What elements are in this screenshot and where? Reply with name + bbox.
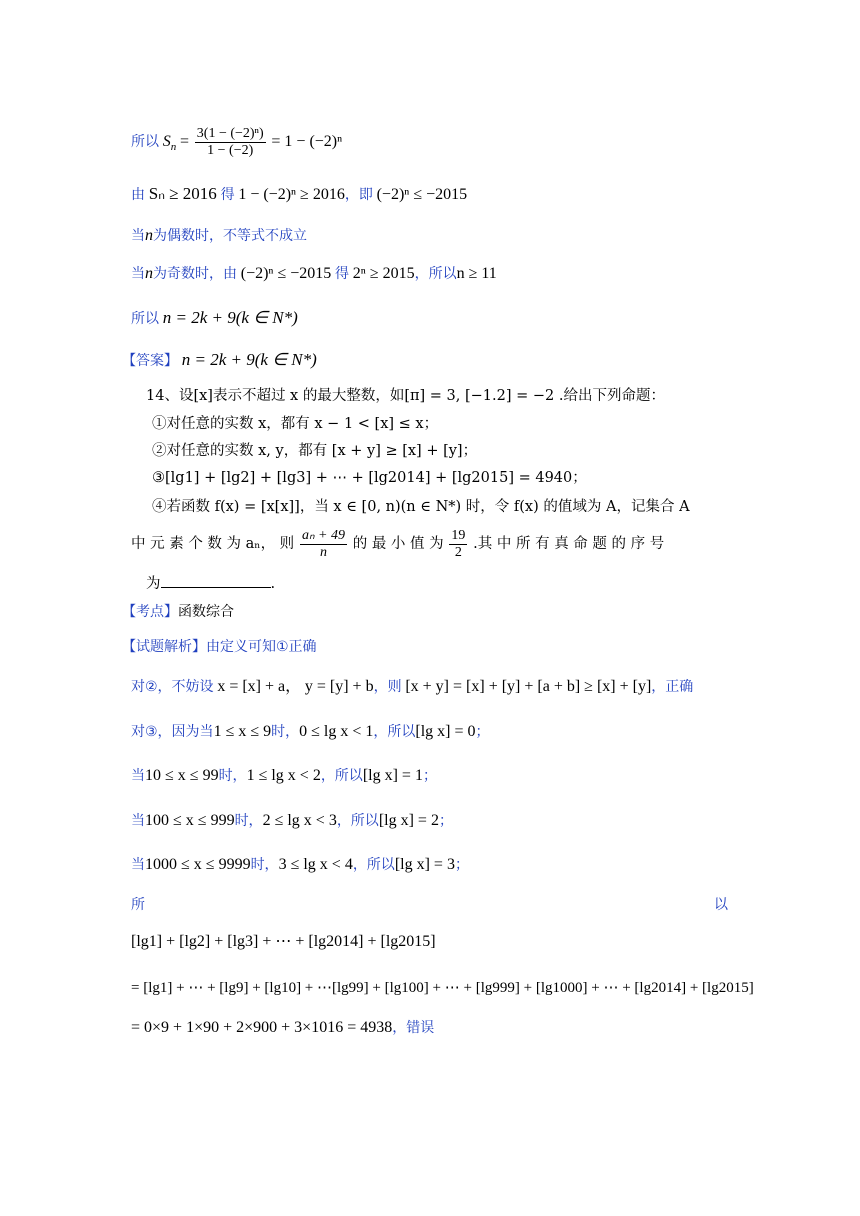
fraction-an (300, 528, 347, 561)
text: ； (422, 768, 437, 784)
text-suoyi: 所以 (131, 311, 159, 327)
math: x = [x] + a， (217, 678, 302, 695)
problem-14-blank-line (146, 573, 275, 594)
math-ineq2: (−2)ⁿ ≤ −2015 (376, 186, 468, 203)
text: ，所以 (336, 813, 379, 829)
text-yi (714, 895, 728, 915)
sum-line-1 (131, 932, 436, 952)
math-ineq: (−2)ⁿ ≤ −2015 (240, 265, 332, 282)
text: 时， (234, 813, 263, 829)
item-4-text-2: 中 元 素 个 数 为 aₙ， 则 (131, 536, 295, 552)
solution-line-even (131, 226, 307, 246)
math: 10 ≤ x ≤ 99 (145, 767, 219, 784)
text: ，则 (373, 679, 402, 695)
jiexi-value: 由定义可知①正确 (206, 639, 317, 655)
math-sn-ge: Sₙ ≥ 2016 (148, 184, 217, 203)
solution-line-odd (131, 264, 497, 284)
problem-14-item-4 (152, 497, 690, 517)
text-suoyi: 所以 (131, 133, 159, 150)
item-4-text-3: 的 最 小 值 为 (352, 536, 444, 552)
text: 对③，因为当 (131, 724, 214, 740)
text: 以 (714, 897, 728, 913)
problem-14-item-1 (152, 414, 438, 434)
math-n: n (145, 227, 153, 244)
math-n: n (145, 265, 153, 282)
sn-symbol: S (162, 132, 171, 150)
text: 当 (131, 768, 145, 784)
math: 1 ≤ lg x < 2 (246, 767, 321, 784)
math: [lg x] = 3 (394, 856, 455, 873)
equals-sign: = (180, 132, 190, 150)
solution-line-conclusion (131, 308, 298, 329)
text: ，所以 (320, 768, 363, 784)
fraction-numerator: 19 (451, 528, 466, 544)
problem-14-item-2 (152, 441, 477, 461)
text: ，所以 (352, 857, 395, 873)
sum-result: = 1 − (−2)ⁿ (271, 132, 343, 150)
math: 1 ≤ x ≤ 9 (213, 723, 272, 740)
text-ji: ，即 (344, 187, 373, 203)
item-3-text: ③[lg1] + [lg2] + [lg3] + ⋯ + [lg2014] + [lg2015] = 4940； (152, 470, 587, 486)
text: 所 (131, 897, 145, 913)
text: ，所以 (373, 724, 416, 740)
analysis-item-2 (131, 677, 693, 697)
sum-fraction (195, 126, 266, 159)
math: 3 ≤ lg x < 4 (278, 856, 353, 873)
math: 1000 ≤ x ≤ 9999 (145, 856, 251, 873)
fraction-numerator: aₙ + 49 (301, 528, 345, 544)
math: 2 ≤ lg x < 3 (262, 812, 337, 829)
math: [lg x] = 2 (378, 812, 439, 829)
text: 时， (271, 724, 300, 740)
fraction-denominator: n (319, 545, 327, 561)
text-suoyi: ，所以 (414, 266, 457, 282)
answer-blank[interactable] (161, 573, 271, 588)
text: ； (438, 813, 453, 829)
math: y = [y] + b (304, 678, 374, 695)
analysis-range-3 (131, 855, 469, 875)
text: 当 (131, 813, 145, 829)
fraction-numerator: 3(1 − (−2)ⁿ) (196, 126, 264, 141)
math-power: 2ⁿ ≥ 2015 (352, 265, 415, 282)
text-suo (131, 895, 145, 915)
text-wei: 为 (146, 576, 161, 592)
fraction-denominator: 2 (454, 545, 462, 561)
text-you: 由 (131, 187, 145, 203)
period: . (270, 576, 276, 592)
item-4-text-4: .其 中 所 有 真 命 题 的 序 号 (473, 536, 665, 552)
text-dang: 当 (131, 228, 145, 244)
item-2-text: ②对任意的实数 x, y，都有 [x + y] ≥ [x] + [y]； (152, 443, 478, 459)
text: ，错误 (392, 1020, 435, 1036)
math: = 0×9 + 1×90 + 2×900 + 3×1016 = 4938 (131, 1019, 393, 1036)
text: 时， (218, 768, 247, 784)
answer-label: 【答案】 (122, 353, 178, 369)
sn-subscript: n (170, 140, 177, 153)
analysis-range-2 (131, 811, 453, 831)
text-de: 得 (220, 187, 235, 203)
problem-14-item-3 (152, 468, 587, 488)
text: 对②，不妨设 (131, 679, 214, 695)
analysis-item-3 (131, 722, 490, 742)
jiexi-label: 【试题解析】 (122, 639, 206, 655)
text: ； (475, 724, 490, 740)
fraction-19-2 (449, 528, 467, 561)
solution-line-sum (131, 126, 342, 159)
math: [lg x] = 0 (415, 723, 476, 740)
answer-line (122, 350, 317, 371)
solution-line-inequality (131, 184, 467, 205)
math: [lg1] + [lg2] + [lg3] + ⋯ + [lg2014] + [lg2015] (131, 933, 436, 950)
problem-14-intro (146, 386, 665, 406)
text: 时， (250, 857, 279, 873)
math-ineq: 1 − (−2)ⁿ ≥ 2016 (238, 186, 345, 203)
kaodian-line (122, 602, 234, 622)
jiexi-line (122, 637, 317, 657)
math: 0 ≤ lg x < 1 (299, 723, 374, 740)
item-1-text: ①对任意的实数 x，都有 x − 1 < [x] ≤ x； (152, 416, 439, 432)
text: 当 (131, 857, 145, 873)
answer-value: n = 2k + 9(k ∈ N*) (181, 350, 317, 369)
math: 100 ≤ x ≤ 999 (145, 812, 235, 829)
fraction-denominator: 1 − (−2) (207, 143, 254, 158)
sum-line-2 (131, 978, 754, 998)
item-4-text: ④若函数 f(x) = [x[x]]，当 x ∈ [0, n)(n ∈ N*) 时，令 f(x) 的值域为 A，记集合 A (152, 499, 690, 515)
text-even: 为偶数时，不等式不成立 (153, 228, 307, 244)
text-de: 得 (335, 266, 350, 282)
sum-line-3 (131, 1018, 434, 1038)
kaodian-label: 【考点】 (122, 604, 178, 620)
analysis-range-1 (131, 766, 437, 786)
text: ； (454, 857, 469, 873)
kaodian-value: 函数综合 (178, 604, 234, 620)
problem-intro-text: 14、设[x]表示不超过 x 的最大整数，如[π] = 3, [−1.2] = −2 .给出下列命题： (146, 388, 665, 404)
text-dang: 当 (131, 266, 145, 282)
math: = [lg1] + ⋯ + [lg9] + [lg10] + ⋯[lg99] + [lg100] + ⋯ + [lg999] + [lg1000] + ⋯ + [lg2014] + [lg2015] (131, 980, 754, 996)
math: [lg x] = 1 (362, 767, 423, 784)
text-odd: 为奇数时，由 (153, 266, 237, 282)
problem-14-item-4-cont (131, 526, 664, 562)
math-n-ge: n ≥ 11 (456, 265, 497, 282)
text: ，正确 (651, 679, 694, 695)
math: [x + y] = [x] + [y] + [a + b] ≥ [x] + [y] (405, 678, 652, 695)
math-conclusion: n = 2k + 9(k ∈ N*) (162, 308, 298, 327)
